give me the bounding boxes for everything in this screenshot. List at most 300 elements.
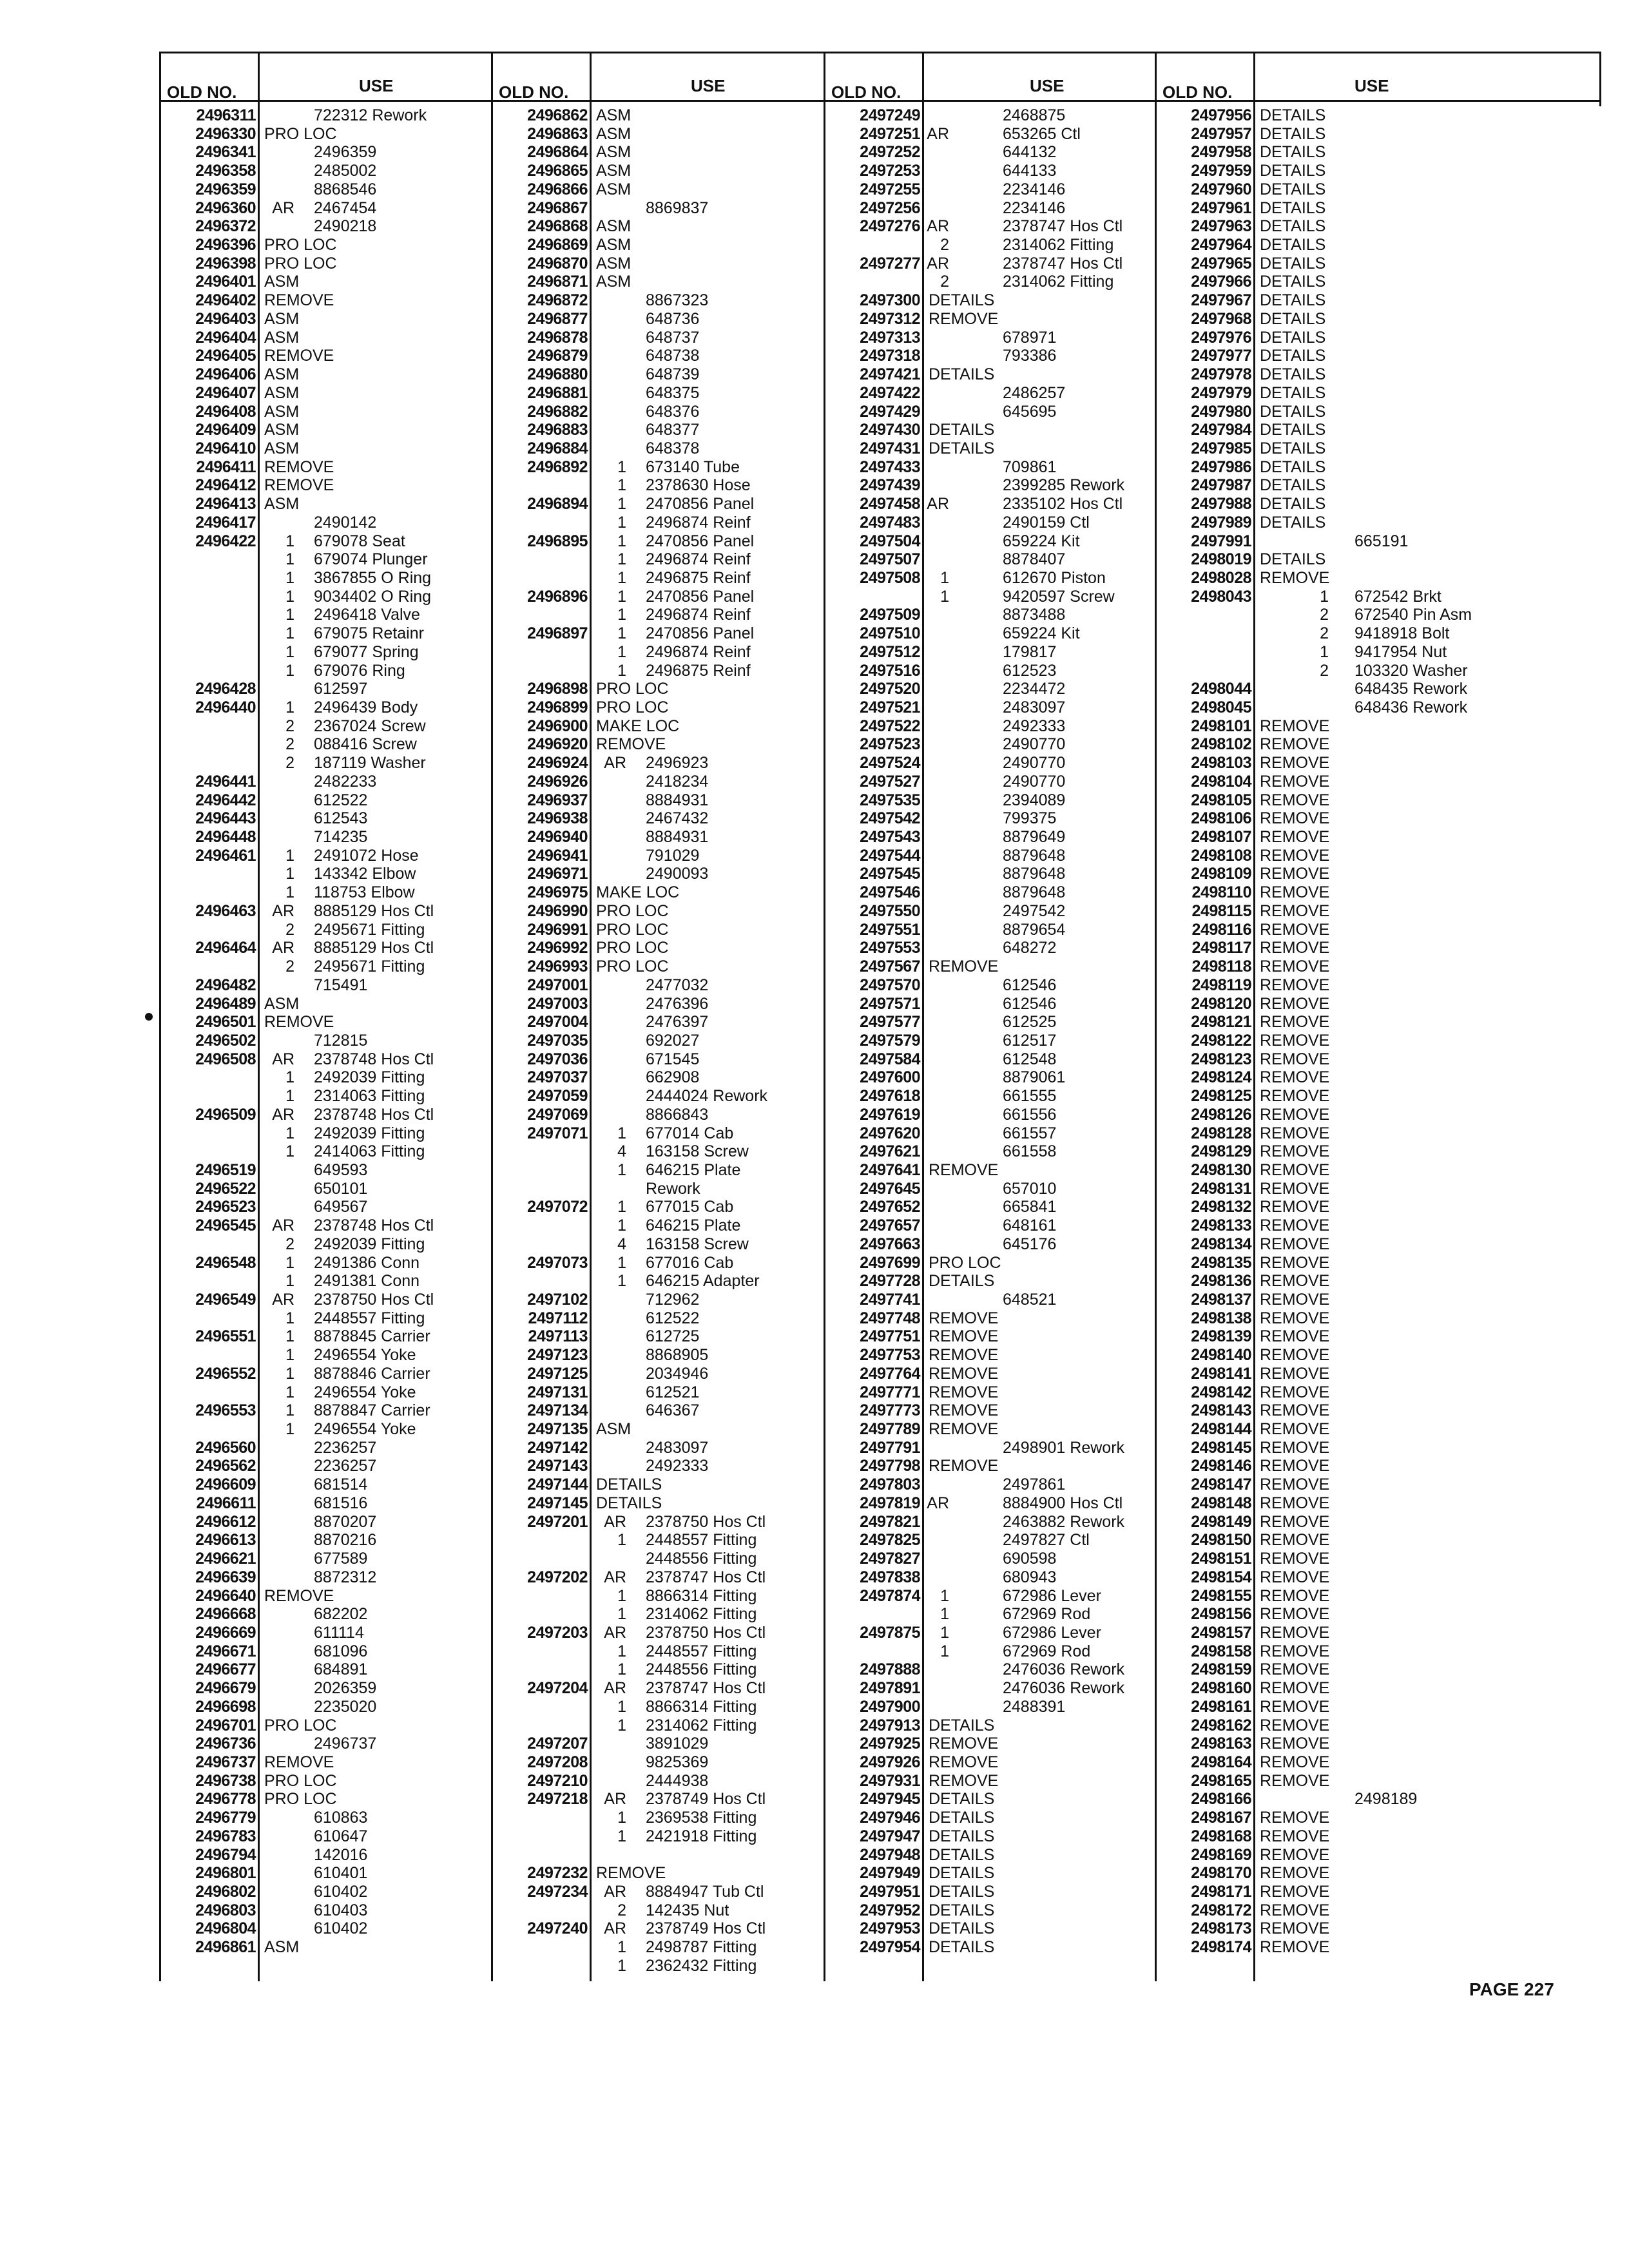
use-value: 2490159 Ctl [1003, 513, 1090, 532]
table-row [824, 1901, 1155, 1920]
table-row [491, 1846, 824, 1865]
table-row [159, 1679, 491, 1698]
table-row [824, 550, 1155, 569]
status-text: MAKE LOC [596, 883, 680, 902]
use-value: 2314062 Fitting [646, 1716, 757, 1735]
old-number: 2498171 [1191, 1883, 1251, 1901]
table-row [491, 421, 824, 439]
use-value: 612597 [314, 680, 368, 698]
old-number: 2497748 [860, 1309, 920, 1327]
table-row [159, 1309, 491, 1328]
old-number: 2497135 [527, 1420, 588, 1439]
table-row [1155, 1716, 1599, 1735]
table-row [1155, 680, 1599, 698]
old-number: 2497968 [1191, 309, 1251, 328]
old-number: 2496359 [195, 180, 256, 198]
use-value: 2378749 Hos Ctl [646, 1919, 766, 1938]
use-value: 8885129 Hos Ctl [314, 939, 434, 957]
status-text: MAKE LOC [596, 716, 680, 735]
table-row [159, 1235, 491, 1254]
status-text: REMOVE [929, 1346, 999, 1365]
old-number: 2496880 [527, 365, 588, 384]
old-number: 2498174 [1191, 1938, 1251, 1957]
use-value: 8885129 Hos Ctl [314, 901, 434, 920]
old-number: 2498165 [1191, 1771, 1251, 1790]
old-number: 2498162 [1191, 1716, 1251, 1735]
status-text: ASM [596, 273, 631, 291]
table-row [159, 1180, 491, 1198]
status-text: ASM [264, 495, 300, 514]
old-number: 2496900 [527, 716, 588, 735]
table-row [491, 403, 824, 421]
old-number: 2498123 [1191, 1050, 1251, 1068]
status-text: DETAILS [1260, 273, 1326, 291]
table-row [1155, 606, 1599, 624]
old-number: 2498132 [1191, 1198, 1251, 1216]
quantity: 1 [285, 1364, 294, 1383]
use-value: 2492039 Fitting [314, 1124, 425, 1142]
status-text: REMOVE [1260, 1679, 1330, 1698]
table-row [1155, 1291, 1599, 1309]
old-number: 2498125 [1191, 1087, 1251, 1106]
old-number: 2496372 [195, 217, 256, 236]
old-number: 2496413 [195, 495, 256, 514]
status-text: PRO LOC [264, 1771, 337, 1790]
quantity: AR [927, 1494, 949, 1512]
use-value: 8884947 Tub Ctl [646, 1883, 764, 1901]
use-value: 8869837 [646, 198, 709, 217]
old-number: 2497483 [860, 513, 920, 532]
table-row [1155, 1475, 1599, 1494]
table-row [159, 1068, 491, 1087]
table-row [824, 1235, 1155, 1254]
table-row [1155, 1772, 1599, 1791]
quantity: 1 [285, 698, 294, 716]
table-row [159, 1161, 491, 1180]
use-value: 648161 [1003, 1216, 1057, 1235]
use-value: 657010 [1003, 1179, 1057, 1198]
use-value: 2476397 [646, 1013, 709, 1032]
use-value: 2026359 [314, 1679, 377, 1698]
status-text: REMOVE [1260, 1216, 1330, 1235]
use-value: 2496874 Reinf [646, 606, 751, 624]
old-number: 2497504 [860, 532, 920, 550]
table-row [1155, 1439, 1599, 1457]
old-number: 2496879 [527, 347, 588, 365]
use-value: 2498189 [1354, 1790, 1418, 1809]
use-value: 648737 [646, 328, 700, 347]
use-value: 2476396 [646, 994, 709, 1013]
table-row [824, 255, 1155, 273]
use-value: 649593 [314, 1160, 368, 1179]
table-row [824, 1106, 1155, 1124]
old-number: 2497123 [527, 1346, 588, 1365]
old-number: 2498133 [1191, 1216, 1251, 1235]
use-value: 2477032 [646, 975, 709, 994]
old-number: 2497965 [1191, 254, 1251, 273]
old-number: 2496402 [195, 291, 256, 310]
table-row [824, 1124, 1155, 1143]
use-value: 2314062 Fitting [646, 1605, 757, 1624]
table-row [824, 1919, 1155, 1938]
old-number: 2497945 [860, 1790, 920, 1809]
status-text: REMOVE [1260, 939, 1330, 957]
table-row [159, 1050, 491, 1069]
old-number: 2497232 [527, 1864, 588, 1883]
table-row [1155, 1383, 1599, 1402]
use-value: 648736 [646, 309, 700, 328]
status-text: REMOVE [1260, 994, 1330, 1013]
use-value: 610863 [314, 1809, 368, 1827]
table-row [1155, 643, 1599, 662]
table-row [1155, 273, 1599, 291]
use-value: 9420597 Screw [1003, 587, 1115, 606]
table-row [159, 1124, 491, 1143]
old-number: 2498108 [1191, 846, 1251, 865]
use-value: 2496359 [314, 143, 377, 162]
use-value: 791029 [646, 846, 700, 865]
status-text: DETAILS [1260, 124, 1326, 143]
use-value: 648376 [646, 402, 700, 421]
table-row [159, 1790, 491, 1809]
table-row [824, 1142, 1155, 1161]
status-text: REMOVE [1260, 1753, 1330, 1771]
old-number: 2496401 [195, 273, 256, 291]
status-text: REMOVE [1260, 1272, 1330, 1291]
status-text: DETAILS [1260, 476, 1326, 495]
status-text: DETAILS [1260, 402, 1326, 421]
old-number: 2497544 [860, 846, 920, 865]
old-number: 2497312 [860, 309, 920, 328]
table-row [1155, 1605, 1599, 1624]
old-number: 2497429 [860, 402, 920, 421]
table-row [159, 1327, 491, 1346]
quantity: 2 [285, 735, 294, 754]
status-text: REMOVE [1260, 1457, 1330, 1475]
table-row [1155, 1365, 1599, 1383]
use-value: 8879648 [1003, 846, 1066, 865]
old-number: 2496545 [195, 1216, 256, 1235]
quantity: 1 [285, 1309, 294, 1327]
status-text: REMOVE [1260, 1031, 1330, 1050]
old-number: 2497819 [860, 1494, 920, 1512]
old-number: 2496877 [527, 309, 588, 328]
use-value: 2476036 Rework [1003, 1679, 1125, 1698]
table-row [159, 1531, 491, 1550]
old-number: 2497546 [860, 883, 920, 902]
old-number: 2497958 [1191, 143, 1251, 162]
use-value: 612546 [1003, 994, 1057, 1013]
old-number: 2496671 [195, 1642, 256, 1660]
use-value: 2378630 Hose [646, 476, 751, 495]
status-text: PRO LOC [596, 957, 669, 976]
old-number: 2497957 [1191, 124, 1251, 143]
use-value: 2335102 Hos Ctl [1003, 495, 1123, 514]
table-row [159, 329, 491, 347]
old-number: 2496422 [195, 532, 256, 550]
old-number: 2496448 [195, 828, 256, 847]
quantity: AR [604, 754, 626, 773]
use-value: 612725 [646, 1327, 700, 1346]
use-value: 659224 Kit [1003, 532, 1080, 550]
use-value: 163158 Screw [646, 1142, 749, 1161]
status-text: REMOVE [1260, 1068, 1330, 1087]
use-value: 610401 [314, 1864, 368, 1883]
old-number: 2496736 [195, 1735, 256, 1753]
old-number: 2498156 [1191, 1605, 1251, 1624]
use-value: 659224 Kit [1003, 624, 1080, 643]
old-number: 2497964 [1191, 236, 1251, 255]
table-row [824, 365, 1155, 384]
table-row [824, 1679, 1155, 1698]
old-number: 2496360 [195, 198, 256, 217]
old-number: 2498137 [1191, 1291, 1251, 1309]
table-row [1155, 1420, 1599, 1439]
table-row [824, 403, 1155, 421]
use-value: 8878846 Carrier [314, 1364, 430, 1383]
status-text: REMOVE [1260, 957, 1330, 976]
status-text: REMOVE [929, 1735, 999, 1753]
use-value: 2496923 [646, 754, 709, 773]
table-row [824, 106, 1155, 125]
old-number: 2496882 [527, 402, 588, 421]
old-number: 2496924 [527, 754, 588, 773]
quantity: 4 [617, 1235, 626, 1253]
quantity: 1 [285, 606, 294, 624]
use-value: 612523 [1003, 661, 1057, 680]
use-value: 2362432 Fitting [646, 1956, 757, 1975]
status-text: REMOVE [264, 457, 334, 476]
col-divider-right [1599, 52, 1601, 106]
old-number: 2497953 [860, 1919, 920, 1938]
quantity: 1 [940, 587, 949, 606]
table-row [491, 1753, 824, 1772]
status-text: REMOVE [264, 1753, 334, 1771]
old-number: 2496869 [527, 236, 588, 255]
old-number: 2497570 [860, 975, 920, 994]
old-number: 2496872 [527, 291, 588, 310]
old-number: 2497430 [860, 421, 920, 439]
quantity: 1 [285, 568, 294, 587]
status-text: REMOVE [1260, 1697, 1330, 1716]
use-value: 2378748 Hos Ctl [314, 1050, 434, 1068]
table-row [159, 1735, 491, 1753]
table-row [824, 273, 1155, 291]
quantity: 1 [617, 1697, 626, 1716]
old-number: 2497255 [860, 180, 920, 198]
table-row [1155, 476, 1599, 495]
use-value: 679078 Seat [314, 532, 405, 550]
quantity: 1 [285, 1401, 294, 1420]
old-no-header: OLD NO. [167, 82, 237, 102]
status-text: REMOVE [1260, 1494, 1330, 1512]
old-number: 2497949 [860, 1864, 920, 1883]
old-number: 2496794 [195, 1845, 256, 1864]
use-value: 2496439 Body [314, 698, 418, 716]
quantity: 1 [940, 1623, 949, 1642]
old-number: 2497433 [860, 457, 920, 476]
use-value: 610403 [314, 1901, 368, 1919]
old-number: 2498105 [1191, 791, 1251, 809]
table-row [1155, 1679, 1599, 1698]
use-value: 8879654 [1003, 920, 1066, 939]
use-value: 2378749 Hos Ctl [646, 1790, 766, 1809]
table-row [824, 1383, 1155, 1402]
status-text: REMOVE [1260, 1642, 1330, 1660]
quantity: 1 [285, 846, 294, 865]
table-row [1155, 1180, 1599, 1198]
table-row [491, 1642, 824, 1661]
table-row [491, 310, 824, 329]
quantity: 1 [617, 513, 626, 532]
old-number: 2496867 [527, 198, 588, 217]
use-value: 8868905 [646, 1346, 709, 1365]
old-number: 2498107 [1191, 828, 1251, 847]
status-text: DETAILS [1260, 217, 1326, 236]
table-row [159, 1087, 491, 1106]
use-value: 8879061 [1003, 1068, 1066, 1087]
use-value: 9417954 Nut [1354, 642, 1447, 661]
table-row [1155, 1827, 1599, 1846]
column-1 [159, 52, 491, 1981]
old-number: 2496330 [195, 124, 256, 143]
quantity: 1 [617, 661, 626, 680]
old-number: 2498119 [1191, 975, 1251, 994]
table-row [824, 143, 1155, 162]
use-value: 646215 Plate [646, 1216, 741, 1235]
quantity: 1 [617, 1716, 626, 1735]
old-number: 2497202 [527, 1568, 588, 1586]
use-value: 2421918 Fitting [646, 1827, 757, 1845]
quantity: 1 [285, 587, 294, 606]
status-text: DETAILS [1260, 162, 1326, 180]
status-text: REMOVE [264, 1586, 334, 1605]
table-row [159, 1864, 491, 1883]
status-text: ASM [596, 106, 631, 124]
old-number: 2498158 [1191, 1642, 1251, 1660]
table-row [824, 754, 1155, 773]
old-number: 2496502 [195, 1031, 256, 1050]
table-row [491, 180, 824, 199]
old-number: 2498117 [1191, 939, 1251, 957]
status-text: REMOVE [1260, 1716, 1330, 1735]
status-text: REMOVE [929, 957, 999, 976]
table-row [491, 1106, 824, 1124]
old-number: 2497113 [528, 1327, 588, 1346]
quantity: 1 [285, 1142, 294, 1161]
quantity: 1 [285, 550, 294, 569]
quantity: 1 [617, 1586, 626, 1605]
use-value: 2482233 [314, 772, 377, 791]
status-text: REMOVE [1260, 1475, 1330, 1494]
use-value: 2490770 [1003, 735, 1066, 754]
status-text: REMOVE [1260, 883, 1330, 902]
use-value: 681514 [314, 1475, 368, 1494]
use-value: 2314062 Fitting [1003, 273, 1114, 291]
table-row [824, 1254, 1155, 1273]
use-value: 681096 [314, 1642, 368, 1660]
old-number: 2496621 [195, 1550, 256, 1568]
old-number: 2497551 [860, 920, 920, 939]
use-value: 677014 Cab [646, 1124, 734, 1142]
status-text: REMOVE [1260, 1050, 1330, 1068]
old-number: 2497112 [528, 1309, 588, 1327]
use-value: 672542 Brkt [1354, 587, 1441, 606]
table-row [159, 199, 491, 218]
use-value: 2378750 Hos Ctl [314, 1291, 434, 1309]
table-row [491, 199, 824, 218]
old-number: 2497967 [1191, 291, 1251, 310]
old-number: 2497131 [527, 1383, 588, 1401]
table-row [159, 514, 491, 532]
table-row [491, 106, 824, 125]
status-text: REMOVE [1260, 1124, 1330, 1142]
old-number: 2497978 [1191, 365, 1251, 384]
quantity: AR [272, 1105, 294, 1124]
use-value: 2418234 [646, 772, 709, 791]
old-no-header: OLD NO. [831, 82, 901, 102]
table-row [1155, 1272, 1599, 1291]
table-row [159, 865, 491, 883]
quantity: 1 [285, 1272, 294, 1291]
table-row [1155, 847, 1599, 865]
table-row [491, 606, 824, 624]
column-4 [1155, 52, 1599, 1981]
use-value: 644133 [1003, 162, 1057, 180]
old-number: 2497652 [860, 1198, 920, 1216]
table-row [491, 365, 824, 384]
old-number: 2497947 [860, 1827, 920, 1845]
quantity: 1 [617, 1956, 626, 1975]
old-number: 2498118 [1191, 957, 1251, 976]
status-text: REMOVE [1260, 1735, 1330, 1753]
quantity: 1 [617, 457, 626, 476]
quantity: 2 [285, 1235, 294, 1253]
status-text: PRO LOC [596, 680, 669, 698]
table-row [824, 1401, 1155, 1420]
use-value: 2444938 [646, 1771, 709, 1790]
status-text: REMOVE [1260, 846, 1330, 865]
table-row [159, 791, 491, 810]
use-value: 2378747 Hos Ctl [646, 1679, 766, 1698]
old-number: 2496897 [527, 624, 588, 643]
table-row [159, 1753, 491, 1772]
old-number: 2497072 [527, 1198, 588, 1216]
status-text: REMOVE [1260, 1142, 1330, 1161]
old-number: 2498166 [1191, 1790, 1251, 1809]
quantity: AR [604, 1790, 626, 1809]
table-row [159, 1716, 491, 1735]
status-text: REMOVE [1260, 1919, 1330, 1938]
table-row [824, 735, 1155, 754]
status-text: REMOVE [929, 1383, 999, 1401]
quantity: AR [604, 1568, 626, 1586]
use-value: 2492333 [646, 1457, 709, 1475]
use-value: 612543 [314, 809, 368, 828]
table-row [1155, 624, 1599, 643]
table-row [159, 569, 491, 588]
table-row [824, 1180, 1155, 1198]
table-row [159, 1216, 491, 1235]
use-header: USE [1030, 76, 1065, 95]
use-value: 672986 Lever [1003, 1586, 1101, 1605]
old-number: 2497891 [860, 1679, 920, 1698]
use-value: 661557 [1003, 1124, 1057, 1142]
old-number: 2496895 [527, 532, 588, 550]
table-row [824, 791, 1155, 810]
old-number: 2497004 [527, 1013, 588, 1032]
table-row [824, 514, 1155, 532]
